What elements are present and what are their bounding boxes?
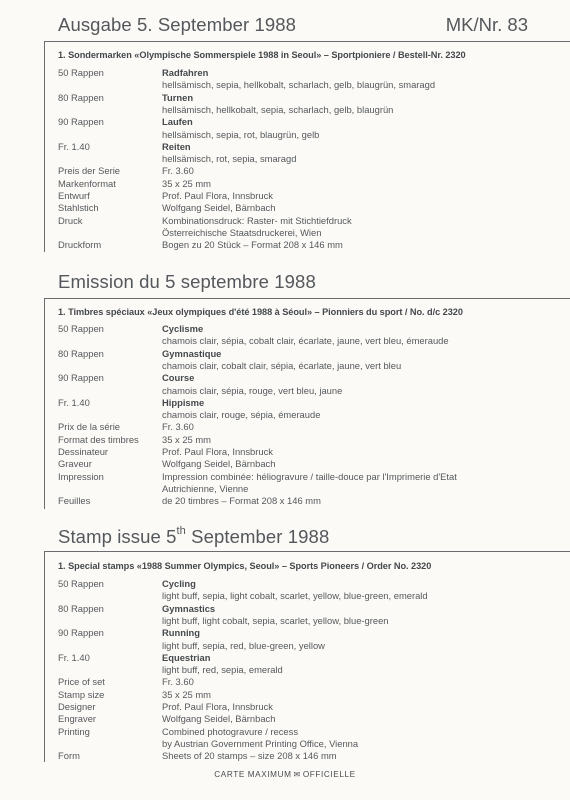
detail-label: Designer — [58, 701, 96, 712]
detail-label: Graveur — [58, 458, 92, 470]
detail-value: chamois clair, cobalt clair, sépia, écarlate, jaune, vert bleu — [162, 359, 402, 371]
detail-value: chamois clair, sépia, cobalt clair, écarlate, jaune, vert bleu, émeraude — [162, 335, 449, 347]
stamp-name: Equestrian — [162, 651, 211, 663]
detail-value: hellsämisch, sepia, rot, blaugrün, gelb — [162, 128, 320, 140]
stamp-name: Cyclisme — [162, 323, 204, 334]
stamp-name: Running — [162, 627, 201, 639]
detail-value: Combined photogravure / recess — [162, 725, 299, 737]
detail-value: Österreichische Staatsdruckerei, Wien — [162, 226, 322, 238]
detail-value: Bogen zu 20 Stück – Format 208 x 146 mm — [162, 239, 343, 251]
stamp-value: 80 Rappen — [58, 347, 104, 359]
document-number: MK/Nr. 83 — [445, 14, 528, 35]
stamp-name: Gymnastique — [162, 347, 222, 359]
section-subtitle: 1. Sondermarken «Olympische Sommerspiele 1988 in Seoul» – Sportpioniere / Bestell-Nr. 2320 — [58, 50, 466, 60]
detail-label: Stamp size — [58, 688, 105, 700]
detail-label: Price of set — [58, 676, 105, 688]
detail-value: Fr. 3.60 — [162, 165, 194, 177]
stamp-name: Reiten — [162, 140, 191, 152]
stamp-value: 90 Rappen — [58, 372, 104, 384]
detail-label: Druckform — [58, 239, 102, 251]
stamp-name: Hippisme — [162, 396, 205, 408]
detail-value: Prof. Paul Flora, Innsbruck — [162, 190, 273, 201]
detail-value: Prof. Paul Flora, Innsbruck — [162, 701, 273, 712]
stamp-name: Laufen — [162, 116, 193, 128]
detail-label: Engraver — [58, 713, 97, 725]
detail-value: de 20 timbres – Format 208 x 146 mm — [162, 495, 321, 507]
detail-label: Markenformat — [58, 177, 116, 189]
stamp-name: Radfahren — [162, 67, 209, 78]
detail-label: Entwurf — [58, 190, 90, 201]
detail-value: Impression combinée: héliogravure / taille-douce par l'Imprimerie d'Etat — [162, 470, 457, 482]
stamp-name: Cycling — [162, 578, 196, 589]
footer-right-text: OFFICIELLE — [302, 770, 356, 779]
section-subtitle: 1. Special stamps «1988 Summer Olympics, Seoul» – Sports Pioneers / Order No. 2320 — [58, 561, 432, 571]
detail-value: Sheets of 20 stamps – size 208 x 146 mm — [162, 750, 337, 762]
footer-left-text: CARTE MAXIMUM — [214, 770, 292, 779]
stamp-value: 90 Rappen — [58, 116, 104, 128]
detail-value: light buff, red, sepia, emerald — [162, 664, 283, 676]
detail-value: 35 x 25 mm — [162, 177, 211, 189]
detail-value: light buff, sepia, light cobalt, scarlet, yellow, blue-green, emerald — [162, 590, 428, 602]
heading-rest: September 1988 — [185, 526, 330, 547]
detail-label: Stahlstich — [58, 202, 99, 214]
detail-value: Autrichienne, Vienne — [162, 482, 249, 494]
stamp-value: 50 Rappen — [58, 578, 104, 589]
stamp-value: 80 Rappen — [58, 91, 104, 103]
section-frame — [44, 551, 570, 762]
detail-value: light buff, light cobalt, sepia, scarlet, yellow, blue-green — [162, 614, 389, 626]
detail-value: by Austrian Government Printing Office, Vienna — [162, 737, 359, 749]
stamp-value: Fr. 1.40 — [58, 651, 90, 663]
section-subtitle: 1. Timbres spéciaux «Jeux olympiques d'été 1988 à Séoul» – Pionniers du sport / No. d/c 2320 — [58, 307, 463, 317]
detail-value: Wolfgang Seidel, Bärnbach — [162, 713, 276, 725]
detail-value: Kombinationsdruck: Raster- mit Stichtiefdruck — [162, 214, 352, 226]
detail-value: 35 x 25 mm — [162, 688, 211, 700]
stamp-name: Course — [162, 372, 195, 384]
stamp-value: 50 Rappen — [58, 67, 104, 78]
detail-label: Impression — [58, 470, 104, 482]
detail-value: 35 x 25 mm — [162, 433, 211, 445]
stamp-value: 80 Rappen — [58, 602, 104, 614]
stamp-value: 90 Rappen — [58, 627, 104, 639]
detail-label: Format des timbres — [58, 433, 139, 445]
detail-label: Druck — [58, 214, 83, 226]
section-heading — [58, 526, 329, 548]
detail-value: hellsämisch, rot, sepia, smaragd — [162, 153, 297, 165]
stamp-value: 50 Rappen — [58, 323, 104, 334]
section-heading: Emission du 5 septembre 1988 — [58, 271, 316, 292]
stamp-value: Fr. 1.40 — [58, 396, 90, 408]
detail-value: chamois clair, rouge, sépia, émeraude — [162, 409, 321, 421]
heading-main: Stamp issue 5 — [58, 526, 177, 547]
detail-label: Prix de la série — [58, 421, 121, 433]
detail-value: light buff, sepia, red, blue-green, yellow — [162, 639, 325, 651]
detail-value: Wolfgang Seidel, Bärnbach — [162, 458, 276, 470]
detail-value: Fr. 3.60 — [162, 421, 194, 433]
stamp-name: Gymnastics — [162, 602, 216, 614]
detail-label: Form — [58, 750, 80, 762]
footer — [0, 770, 570, 779]
detail-label: Dessinateur — [58, 446, 109, 457]
detail-value: Wolfgang Seidel, Bärnbach — [162, 202, 276, 214]
stamp-name: Turnen — [162, 91, 194, 103]
swiss-post-horn-icon: ✉ — [293, 770, 301, 779]
detail-label: Preis der Serie — [58, 165, 121, 177]
detail-label: Printing — [58, 725, 90, 737]
detail-value: Fr. 3.60 — [162, 676, 194, 688]
detail-label: Feuilles — [58, 495, 91, 507]
section-heading: Ausgabe 5. September 1988 — [58, 14, 297, 35]
detail-value: hellsämisch, sepia, hellkobalt, scharlach, gelb, blaugrün, smaragd — [162, 79, 436, 91]
heading-superscript: th — [176, 524, 186, 537]
detail-value: chamois clair, sépia, rouge, vert bleu, jaune — [162, 384, 343, 396]
stamp-value: Fr. 1.40 — [58, 140, 90, 152]
detail-value: Prof. Paul Flora, Innsbruck — [162, 446, 273, 457]
detail-value: hellsämisch, hellkobalt, sepia, scharlach, gelb, blaugrün — [162, 103, 394, 115]
